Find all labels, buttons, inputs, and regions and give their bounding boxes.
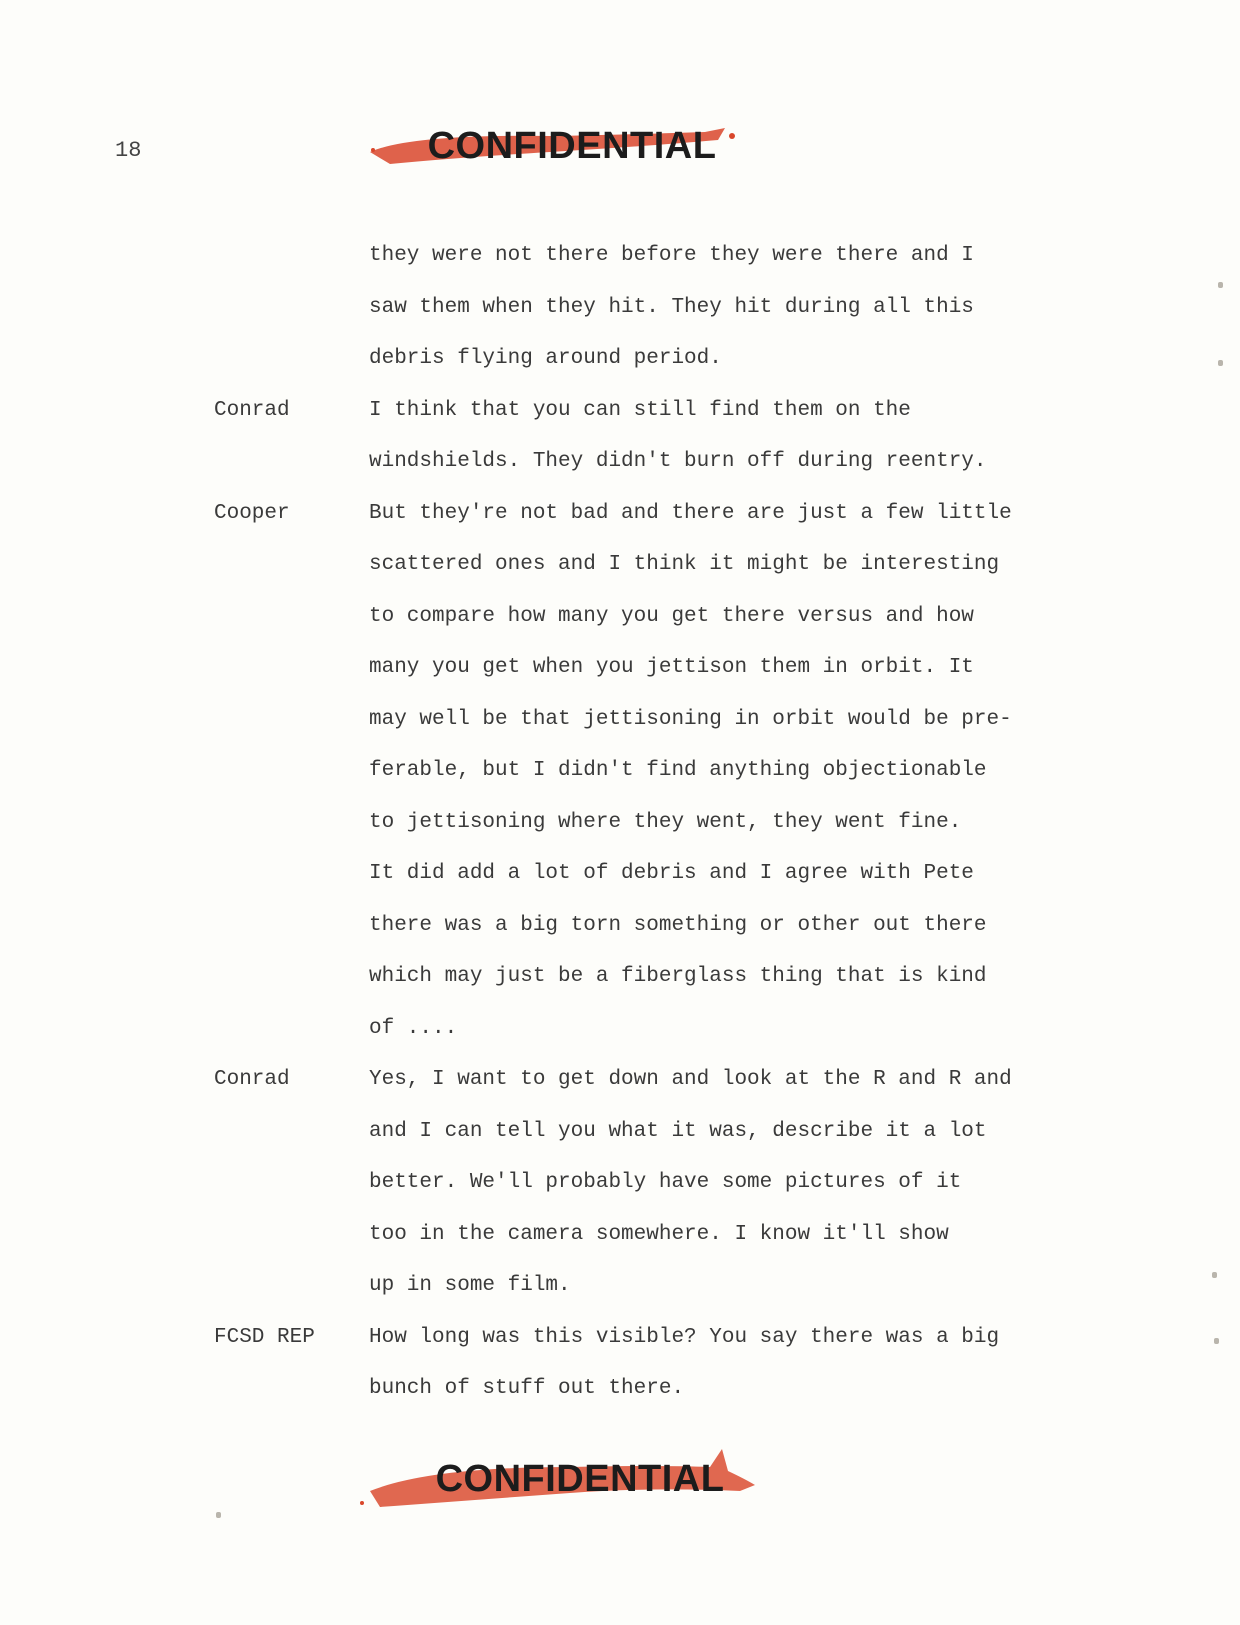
speech-text: they were not there before they were there and I saw them when they hit. They hit during all this debris flying around period.	[369, 244, 974, 370]
transcript-entry	[0, 230, 1240, 385]
speech-text: But they're not bad and there are just a few little scattered ones and I think it might be interesting to compare how many you get there versus and how many you get when you jettison them in orbit. It may well be that jettisoning in orbit would be pre- ferable, but I didn't find anything objectionable to jettisoning where they went, they went fine. It did add a lot of debris and I agree with Pete there was a big torn something or other out there which may just be a fiberglass thing that is kind of ....	[369, 501, 1012, 1040]
speech-text: How long was this visible? You say there was a big bunch of stuff out there.	[369, 1325, 1000, 1400]
header-stamp-text: CONFIDENTIAL	[427, 125, 717, 167]
transcript-entry	[0, 385, 1240, 488]
transcript-entry	[0, 1054, 1240, 1312]
speaker-name: FCSD REP	[214, 1325, 315, 1349]
speaker-name: Conrad	[214, 1068, 290, 1091]
speech-text: I think that you can still find them on the windshields. They didn't burn off during reentry.	[369, 398, 987, 473]
page-number: 18	[115, 138, 142, 163]
scan-speck	[216, 1512, 221, 1518]
speaker-name: Cooper	[214, 501, 290, 525]
confidential-stamp-footer	[0, 1445, 1240, 1515]
scan-speck	[1212, 1272, 1217, 1278]
confidential-stamp-header	[0, 112, 1240, 182]
transcript-entry	[0, 488, 1240, 1055]
speaker-name: Conrad	[214, 398, 290, 422]
transcript	[0, 230, 1240, 1415]
speech-text: Yes, I want to get down and look at the R and R and and I can tell you what it was, describe it a lot better. We'll probably have some pictures of it too in the camera somewhere. I know it'll show up in some film.	[369, 1068, 1012, 1297]
scan-speck	[1218, 360, 1223, 366]
transcript-entry	[0, 1312, 1240, 1415]
scan-speck	[1214, 1338, 1219, 1344]
scan-speck	[1218, 282, 1223, 288]
footer-stamp-text: CONFIDENTIAL	[435, 1458, 725, 1500]
